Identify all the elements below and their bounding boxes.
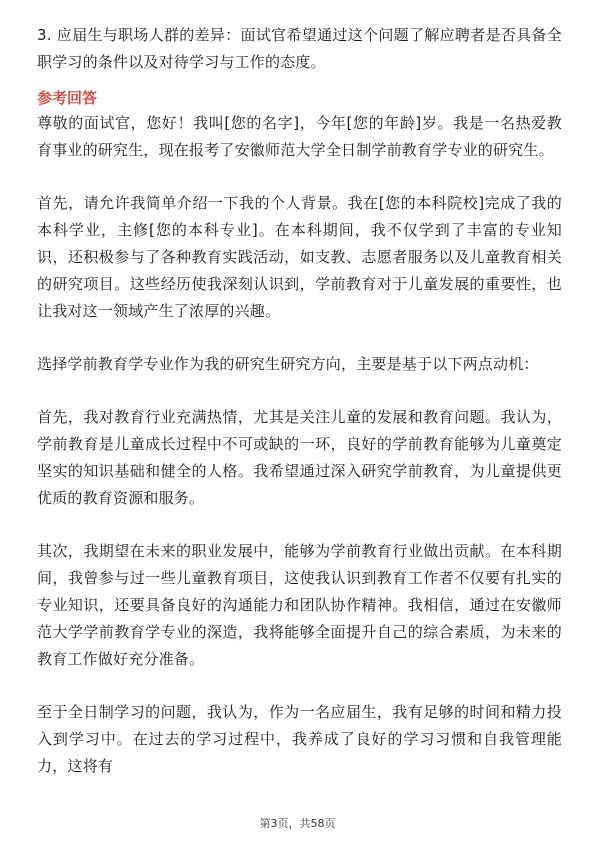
page-number-footer: 第3页，共58页 bbox=[259, 817, 336, 830]
question-text: 3. 应届生与职场人群的差异：面试官希望通过这个问题了解应聘者是否具备全职学习的条件以及对待学习与工作的态度。 bbox=[37, 26, 562, 71]
answer-paragraph-3: 选择学前教育学专业作为我的研究生研究方向，主要是基于以下两点动机： bbox=[37, 355, 539, 373]
answer-label: 参考回答 bbox=[37, 89, 98, 107]
paragraph-spacer bbox=[37, 325, 562, 351]
paragraph-spacer bbox=[37, 512, 562, 538]
answer-paragraph-1: 尊敬的面试官，您好！我叫[您的名字]，今年[您的年龄]岁。我是一名热爱教育事业的研究生，现在报考了安徽师范大学全日制学前教育学专业的研究生。 bbox=[37, 114, 562, 159]
answer-paragraph-5: 其次，我期望在未来的职业发展中，能够为学前教育行业做出贡献。在本科期间，我曾参与过一些儿童教育项目，这使我认识到教育工作者不仅要有扎实的专业知识，还要具备良好的沟通能力和团队协作精神。我相信，通过在安徽师范大学学前教育学专业的深造，我将能够全面提升自己的综合素质，为未来的教育工作做好充分准备。 bbox=[37, 542, 562, 668]
paragraph-spacer bbox=[37, 164, 562, 190]
answer-paragraph-4: 首先，我对教育行业充满热情，尤其是关注儿童的发展和教育问题。我认为，学前教育是儿童成长过程中不可或缺的一环，良好的学前教育能够为儿童奠定坚实的知识基础和健全的人格。我希望通过深入研究学前教育，为儿童提供更优质的教育资源和服务。 bbox=[37, 408, 562, 507]
paragraph-spacer bbox=[37, 378, 562, 404]
document-body bbox=[37, 22, 562, 780]
answer-paragraph-2: 首先，请允许我简单介绍一下我的个人背景。我在[您的本科院校]完成了我的本科学业，主修[您的本科专业]。在本科期间，我不仅学到了丰富的专业知识，还积极参与了各种教育实践活动，如支教、志愿者服务以及儿童教育相关的研究项目。这些经历使我深刻认识到，学前教育对于儿童发展的重要性，也让我对这一领域产生了浓厚的兴趣。 bbox=[37, 194, 562, 320]
paragraph-spacer bbox=[37, 673, 562, 699]
answer-paragraph-6: 至于全日制学习的问题，我认为，作为一名应届生，我有足够的时间和精力投入到学习中。在过去的学习过程中，我养成了良好的学习习惯和自我管理能力，这将有 bbox=[37, 703, 562, 775]
